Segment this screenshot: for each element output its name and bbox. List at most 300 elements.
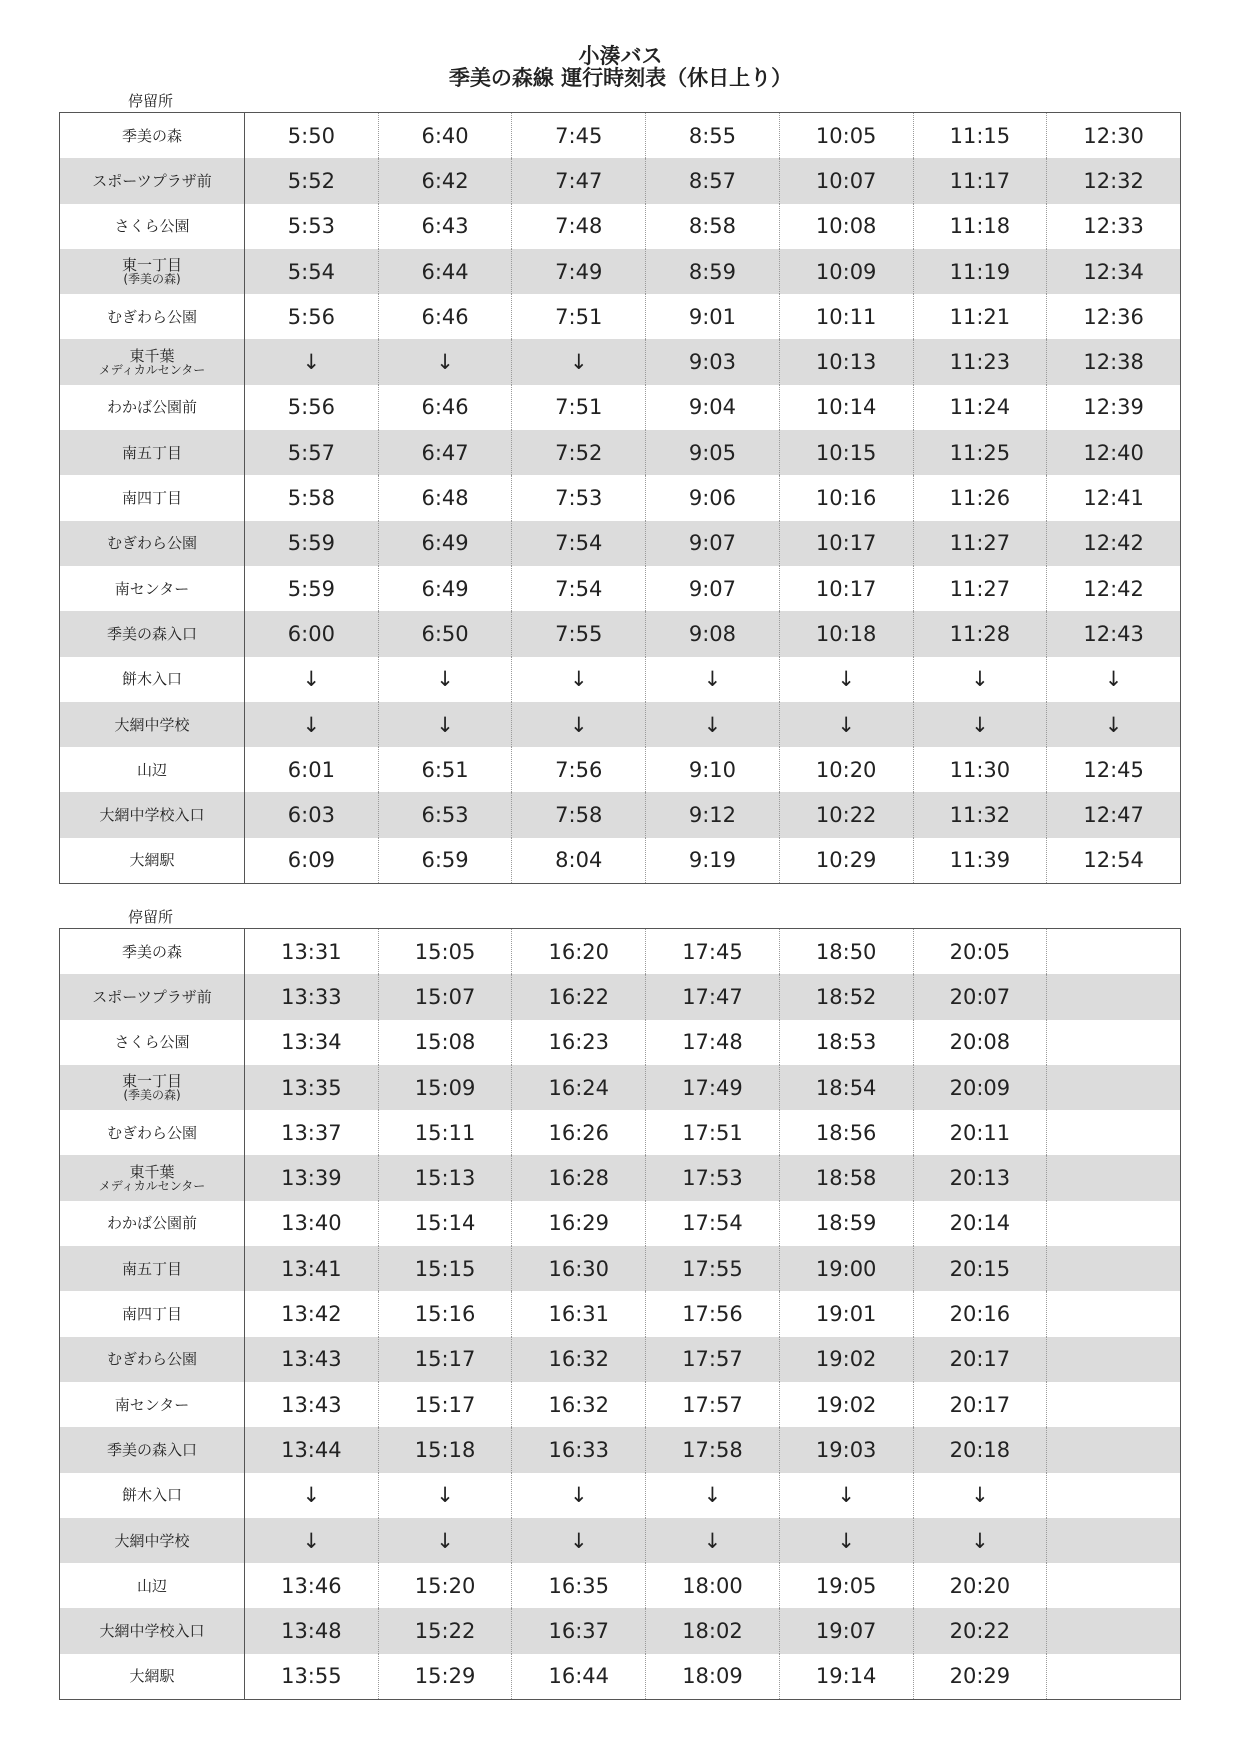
departure-time-cell [1047, 1155, 1181, 1200]
departure-time-cell: 7:58 [512, 792, 646, 837]
departure-time-cell: 11:27 [913, 566, 1047, 611]
stop-name-cell [60, 1563, 245, 1608]
stop-name-sub: (季美の森) [123, 1088, 181, 1103]
departure-time-cell: 11:30 [913, 747, 1047, 792]
departure-time-cell: 9:12 [646, 792, 780, 837]
departure-time-cell: 6:44 [378, 249, 512, 294]
table-row [60, 475, 1181, 520]
departure-time-cell: 13:48 [245, 1608, 379, 1653]
departure-time-cell: 11:25 [913, 430, 1047, 475]
departure-time-cell: 15:29 [378, 1654, 512, 1700]
departure-time-cell: 11:23 [913, 339, 1047, 384]
departure-time-cell: 7:48 [512, 204, 646, 249]
departure-time-cell: 8:59 [646, 249, 780, 294]
departure-time-cell: 20:17 [913, 1382, 1047, 1427]
departure-time-cell: 16:44 [512, 1654, 646, 1700]
departure-time-cell [1047, 974, 1181, 1019]
departure-time-cell [1047, 1201, 1181, 1246]
stop-column-label: 停留所 [128, 908, 174, 926]
table-row [60, 1382, 1181, 1427]
stop-name: 大網駅 [129, 1667, 175, 1686]
departure-time-cell: 20:29 [913, 1654, 1047, 1700]
departure-time-cell: ↓ [245, 702, 379, 747]
departure-time-cell: 5:54 [245, 249, 379, 294]
table-row [60, 1518, 1181, 1563]
stop-name-cell [60, 521, 245, 566]
departure-time-cell: 5:59 [245, 566, 379, 611]
table-row [60, 1201, 1181, 1246]
departure-time-cell: 15:16 [378, 1291, 512, 1336]
departure-time-cell: 15:11 [378, 1110, 512, 1155]
departure-time-cell: 6:53 [378, 792, 512, 837]
stop-name: 南センター [114, 579, 190, 598]
departure-time-cell [1047, 1427, 1181, 1472]
departure-time-cell: 9:03 [646, 339, 780, 384]
timetable-morning [59, 112, 1181, 884]
departure-time-cell: 20:14 [913, 1201, 1047, 1246]
stop-name: 東一丁目 [121, 256, 182, 275]
departure-time-cell: 12:34 [1047, 249, 1181, 294]
departure-time-cell: ↓ [779, 1473, 913, 1518]
departure-time-cell: ↓ [245, 1473, 379, 1518]
departure-time-cell: ↓ [646, 1473, 780, 1518]
departure-time-cell: 7:52 [512, 430, 646, 475]
departure-time-cell: 11:32 [913, 792, 1047, 837]
table-row [60, 385, 1181, 430]
departure-time-cell: 7:51 [512, 294, 646, 339]
departure-time-cell: 10:17 [779, 566, 913, 611]
stop-name: むぎわら公園 [106, 1123, 197, 1142]
stop-name: 南四丁目 [121, 1305, 182, 1324]
departure-time-cell: 11:18 [913, 204, 1047, 249]
departure-time-cell [1047, 1020, 1181, 1065]
stop-name: スポーツプラザ前 [92, 171, 212, 190]
stop-name-cell [60, 838, 245, 884]
table-row [60, 294, 1181, 339]
departure-time-cell: ↓ [646, 657, 780, 702]
stop-name-cell [60, 929, 245, 975]
departure-time-cell: 6:51 [378, 747, 512, 792]
departure-time-cell: 10:07 [779, 158, 913, 203]
departure-time-cell: 17:57 [646, 1382, 780, 1427]
departure-time-cell: 12:38 [1047, 339, 1181, 384]
departure-time-cell [1047, 1065, 1181, 1110]
departure-time-cell: 17:56 [646, 1291, 780, 1336]
departure-time-cell: ↓ [512, 702, 646, 747]
departure-time-cell: 15:17 [378, 1382, 512, 1427]
departure-time-cell: 16:37 [512, 1608, 646, 1653]
departure-time-cell: 7:51 [512, 385, 646, 430]
departure-time-cell [1047, 1246, 1181, 1291]
departure-time-cell: 9:01 [646, 294, 780, 339]
departure-time-cell: 20:11 [913, 1110, 1047, 1155]
departure-time-cell: 20:16 [913, 1291, 1047, 1336]
departure-time-cell: 10:20 [779, 747, 913, 792]
departure-time-cell: 18:09 [646, 1654, 780, 1700]
departure-time-cell: 16:31 [512, 1291, 646, 1336]
table-row [60, 1337, 1181, 1382]
stop-name: 季美の森 [121, 126, 182, 145]
departure-time-cell: 7:45 [512, 113, 646, 159]
departure-time-cell: 13:44 [245, 1427, 379, 1472]
departure-time-cell: 7:49 [512, 249, 646, 294]
table-row [60, 1608, 1181, 1653]
departure-time-cell: ↓ [512, 1518, 646, 1563]
departure-time-cell: 17:51 [646, 1110, 780, 1155]
departure-time-cell: 12:47 [1047, 792, 1181, 837]
stop-name: 山辺 [136, 760, 167, 779]
departure-time-cell: 10:29 [779, 838, 913, 884]
departure-time-cell: 15:13 [378, 1155, 512, 1200]
departure-time-cell: ↓ [378, 1473, 512, 1518]
departure-time-cell: 13:41 [245, 1246, 379, 1291]
stop-name: 山辺 [136, 1576, 167, 1595]
stop-name-cell [60, 974, 245, 1019]
departure-time-cell: 10:17 [779, 521, 913, 566]
table-row [60, 657, 1181, 702]
departure-time-cell: 10:05 [779, 113, 913, 159]
departure-time-cell: 9:19 [646, 838, 780, 884]
table-row [60, 1473, 1181, 1518]
departure-time-cell: ↓ [646, 702, 780, 747]
table-row [60, 1427, 1181, 1472]
stop-name: わかば公園前 [106, 1214, 197, 1233]
departure-time-cell: 11:39 [913, 838, 1047, 884]
table-row [60, 838, 1181, 884]
departure-time-cell: 19:07 [779, 1608, 913, 1653]
departure-time-cell: 6:59 [378, 838, 512, 884]
departure-time-cell: ↓ [378, 339, 512, 384]
stop-name: 大網中学校 [114, 715, 190, 734]
departure-time-cell: ↓ [512, 1473, 646, 1518]
departure-time-cell [1047, 1291, 1181, 1336]
stop-name: 東千葉 [129, 1162, 175, 1181]
timetable-afternoon [59, 928, 1181, 1700]
stop-name-cell [60, 1201, 245, 1246]
departure-time-cell: 16:32 [512, 1382, 646, 1427]
departure-time-cell: 12:40 [1047, 430, 1181, 475]
departure-time-cell: 13:42 [245, 1291, 379, 1336]
departure-time-cell: 16:30 [512, 1246, 646, 1291]
departure-time-cell: 17:55 [646, 1246, 780, 1291]
departure-time-cell: 8:55 [646, 113, 780, 159]
departure-time-cell: 17:57 [646, 1337, 780, 1382]
departure-time-cell: ↓ [646, 1518, 780, 1563]
stop-name: 大網中学校入口 [99, 1622, 205, 1641]
departure-time-cell: 18:52 [779, 974, 913, 1019]
departure-time-cell: 20:07 [913, 974, 1047, 1019]
stop-name: 南五丁目 [121, 443, 182, 462]
departure-time-cell: 20:08 [913, 1020, 1047, 1065]
departure-time-cell: 13:31 [245, 929, 379, 975]
departure-time-cell: 5:52 [245, 158, 379, 203]
departure-time-cell: 6:43 [378, 204, 512, 249]
departure-time-cell: 5:58 [245, 475, 379, 520]
departure-time-cell: 16:22 [512, 974, 646, 1019]
departure-time-cell: ↓ [245, 1518, 379, 1563]
table-row [60, 339, 1181, 384]
table-row [60, 1065, 1181, 1110]
stop-name-cell [60, 1110, 245, 1155]
table-row [60, 929, 1181, 975]
stop-name: 大網駅 [129, 851, 175, 870]
departure-time-cell: 11:27 [913, 521, 1047, 566]
stop-name: 季美の森入口 [106, 1440, 197, 1459]
departure-time-cell [1047, 1473, 1181, 1518]
departure-time-cell: 10:13 [779, 339, 913, 384]
departure-time-cell: 13:34 [245, 1020, 379, 1065]
departure-time-cell: 19:02 [779, 1337, 913, 1382]
stop-name: さくら公園 [114, 1033, 190, 1052]
stop-name-cell [60, 1291, 245, 1336]
stop-name: 南五丁目 [121, 1259, 182, 1278]
departure-time-cell: 13:55 [245, 1654, 379, 1700]
departure-time-cell: 6:50 [378, 611, 512, 656]
departure-time-cell: 6:03 [245, 792, 379, 837]
departure-time-cell: 20:17 [913, 1337, 1047, 1382]
departure-time-cell: 18:59 [779, 1201, 913, 1246]
departure-time-cell: 20:05 [913, 929, 1047, 975]
table-row [60, 702, 1181, 747]
stop-name-cell [60, 657, 245, 702]
departure-time-cell: 10:22 [779, 792, 913, 837]
departure-time-cell: 20:18 [913, 1427, 1047, 1472]
departure-time-cell: 16:26 [512, 1110, 646, 1155]
departure-time-cell: 11:24 [913, 385, 1047, 430]
departure-time-cell: 19:03 [779, 1427, 913, 1472]
stop-name-cell [60, 249, 245, 294]
stop-name: わかば公園前 [106, 398, 197, 417]
departure-time-cell: 10:08 [779, 204, 913, 249]
departure-time-cell: 12:42 [1047, 566, 1181, 611]
departure-time-cell: ↓ [913, 1518, 1047, 1563]
departure-time-cell: 10:18 [779, 611, 913, 656]
departure-time-cell: 20:22 [913, 1608, 1047, 1653]
departure-time-cell: 15:05 [378, 929, 512, 975]
departure-time-cell: 19:02 [779, 1382, 913, 1427]
stop-name: 東一丁目 [121, 1072, 182, 1091]
stop-name: 餅木入口 [121, 1486, 182, 1505]
departure-time-cell: 13:35 [245, 1065, 379, 1110]
departure-time-cell: 10:11 [779, 294, 913, 339]
departure-time-cell: 19:01 [779, 1291, 913, 1336]
departure-time-cell: 10:14 [779, 385, 913, 430]
departure-time-cell: 17:48 [646, 1020, 780, 1065]
departure-time-cell: 12:32 [1047, 158, 1181, 203]
stop-name: むぎわら公園 [106, 307, 197, 326]
departure-time-cell: 20:09 [913, 1065, 1047, 1110]
table-row [60, 430, 1181, 475]
stop-name: 季美の森 [121, 942, 182, 961]
departure-time-cell: ↓ [913, 657, 1047, 702]
stop-name-cell [60, 1608, 245, 1653]
departure-time-cell: 17:47 [646, 974, 780, 1019]
stop-name: 南センター [114, 1395, 190, 1414]
table-row [60, 1155, 1181, 1200]
table-row [60, 1246, 1181, 1291]
departure-time-cell: 7:53 [512, 475, 646, 520]
departure-time-cell: 16:23 [512, 1020, 646, 1065]
stop-name-cell [60, 158, 245, 203]
departure-time-cell: 15:22 [378, 1608, 512, 1653]
departure-time-cell: 8:04 [512, 838, 646, 884]
stop-name-cell [60, 792, 245, 837]
departure-time-cell: 12:30 [1047, 113, 1181, 159]
departure-time-cell: 6:09 [245, 838, 379, 884]
departure-time-cell: 9:05 [646, 430, 780, 475]
stop-name-cell [60, 1020, 245, 1065]
table-row [60, 1563, 1181, 1608]
departure-time-cell: 12:54 [1047, 838, 1181, 884]
departure-time-cell: 15:18 [378, 1427, 512, 1472]
departure-time-cell: ↓ [512, 339, 646, 384]
table-row [60, 792, 1181, 837]
departure-time-cell: 5:57 [245, 430, 379, 475]
table-row [60, 249, 1181, 294]
departure-time-cell: 17:49 [646, 1065, 780, 1110]
departure-time-cell: 5:56 [245, 294, 379, 339]
departure-time-cell: ↓ [378, 657, 512, 702]
departure-time-cell: 15:08 [378, 1020, 512, 1065]
departure-time-cell: 9:07 [646, 521, 780, 566]
table-row [60, 747, 1181, 792]
stop-name: スポーツプラザ前 [92, 987, 212, 1006]
departure-time-cell: 7:54 [512, 521, 646, 566]
departure-time-cell: ↓ [1047, 702, 1181, 747]
stop-name-sub: メディカルセンター [98, 362, 206, 377]
stop-name-cell [60, 1337, 245, 1382]
stop-name: さくら公園 [114, 217, 190, 236]
stop-name-cell [60, 339, 245, 384]
departure-time-cell: 18:53 [779, 1020, 913, 1065]
departure-time-cell: 6:49 [378, 521, 512, 566]
table-row [60, 1654, 1181, 1700]
stop-name-cell [60, 385, 245, 430]
departure-time-cell: 16:20 [512, 929, 646, 975]
departure-time-cell: 6:49 [378, 566, 512, 611]
stop-name: 季美の森入口 [106, 624, 197, 643]
stop-name: 餅木入口 [121, 670, 182, 689]
departure-time-cell: 20:20 [913, 1563, 1047, 1608]
stop-name-cell [60, 1246, 245, 1291]
departure-time-cell: ↓ [1047, 657, 1181, 702]
departure-time-cell: 5:53 [245, 204, 379, 249]
table-row [60, 1291, 1181, 1336]
departure-time-cell: 11:28 [913, 611, 1047, 656]
departure-time-cell: 19:00 [779, 1246, 913, 1291]
stop-name-cell [60, 1382, 245, 1427]
departure-time-cell: 16:28 [512, 1155, 646, 1200]
departure-time-cell: 9:06 [646, 475, 780, 520]
departure-time-cell: ↓ [913, 702, 1047, 747]
stop-name: 東千葉 [129, 346, 175, 365]
departure-time-cell: 13:37 [245, 1110, 379, 1155]
departure-time-cell: 10:09 [779, 249, 913, 294]
departure-time-cell: ↓ [245, 657, 379, 702]
departure-time-cell: 13:40 [245, 1201, 379, 1246]
departure-time-cell: 12:43 [1047, 611, 1181, 656]
departure-time-cell: 13:46 [245, 1563, 379, 1608]
departure-time-cell: 18:00 [646, 1563, 780, 1608]
departure-time-cell: 20:13 [913, 1155, 1047, 1200]
departure-time-cell: 5:56 [245, 385, 379, 430]
departure-time-cell: 7:54 [512, 566, 646, 611]
departure-time-cell [1047, 1654, 1181, 1700]
departure-time-cell: 17:53 [646, 1155, 780, 1200]
departure-time-cell: 10:15 [779, 430, 913, 475]
stop-name-cell [60, 1427, 245, 1472]
departure-time-cell: 18:54 [779, 1065, 913, 1110]
stop-name-cell [60, 113, 245, 159]
departure-time-cell: 16:32 [512, 1337, 646, 1382]
departure-time-cell: ↓ [779, 657, 913, 702]
departure-time-cell: 9:07 [646, 566, 780, 611]
departure-time-cell: 6:01 [245, 747, 379, 792]
departure-time-cell: 19:14 [779, 1654, 913, 1700]
stop-name-cell [60, 1155, 245, 1200]
departure-time-cell: 9:10 [646, 747, 780, 792]
departure-time-cell: 12:39 [1047, 385, 1181, 430]
departure-time-cell: ↓ [779, 702, 913, 747]
departure-time-cell: 11:19 [913, 249, 1047, 294]
departure-time-cell: 18:58 [779, 1155, 913, 1200]
stop-name-cell [60, 702, 245, 747]
departure-time-cell: 17:54 [646, 1201, 780, 1246]
departure-time-cell [1047, 1382, 1181, 1427]
table-row [60, 521, 1181, 566]
departure-time-cell: 6:48 [378, 475, 512, 520]
departure-time-cell [1047, 929, 1181, 975]
departure-time-cell: 6:46 [378, 294, 512, 339]
table-row [60, 1110, 1181, 1155]
stop-name: 南四丁目 [121, 489, 182, 508]
departure-time-cell: 6:42 [378, 158, 512, 203]
departure-time-cell: 11:17 [913, 158, 1047, 203]
departure-time-cell: 15:09 [378, 1065, 512, 1110]
departure-time-cell: 17:45 [646, 929, 780, 975]
stop-name-cell [60, 1518, 245, 1563]
stop-name-cell [60, 1654, 245, 1700]
stop-name-cell [60, 475, 245, 520]
departure-time-cell: 8:57 [646, 158, 780, 203]
departure-time-cell: 18:02 [646, 1608, 780, 1653]
stop-name: むぎわら公園 [106, 534, 197, 553]
stop-name-cell [60, 1065, 245, 1110]
departure-time-cell: 16:33 [512, 1427, 646, 1472]
departure-time-cell: 6:47 [378, 430, 512, 475]
departure-time-cell: 12:42 [1047, 521, 1181, 566]
departure-time-cell [1047, 1337, 1181, 1382]
stop-name-sub: メディカルセンター [98, 1178, 206, 1193]
departure-time-cell: ↓ [913, 1473, 1047, 1518]
departure-time-cell: 12:33 [1047, 204, 1181, 249]
departure-time-cell: 15:15 [378, 1246, 512, 1291]
stop-name-sub: (季美の森) [123, 272, 181, 287]
table-row [60, 204, 1181, 249]
departure-time-cell: 17:58 [646, 1427, 780, 1472]
departure-time-cell: ↓ [245, 339, 379, 384]
table-row [60, 974, 1181, 1019]
departure-time-cell: 13:39 [245, 1155, 379, 1200]
table-row [60, 611, 1181, 656]
departure-time-cell: ↓ [779, 1518, 913, 1563]
departure-time-cell [1047, 1518, 1181, 1563]
departure-time-cell: 15:17 [378, 1337, 512, 1382]
departure-time-cell: 12:41 [1047, 475, 1181, 520]
departure-time-cell: ↓ [378, 1518, 512, 1563]
departure-time-cell [1047, 1608, 1181, 1653]
departure-time-cell: 18:50 [779, 929, 913, 975]
